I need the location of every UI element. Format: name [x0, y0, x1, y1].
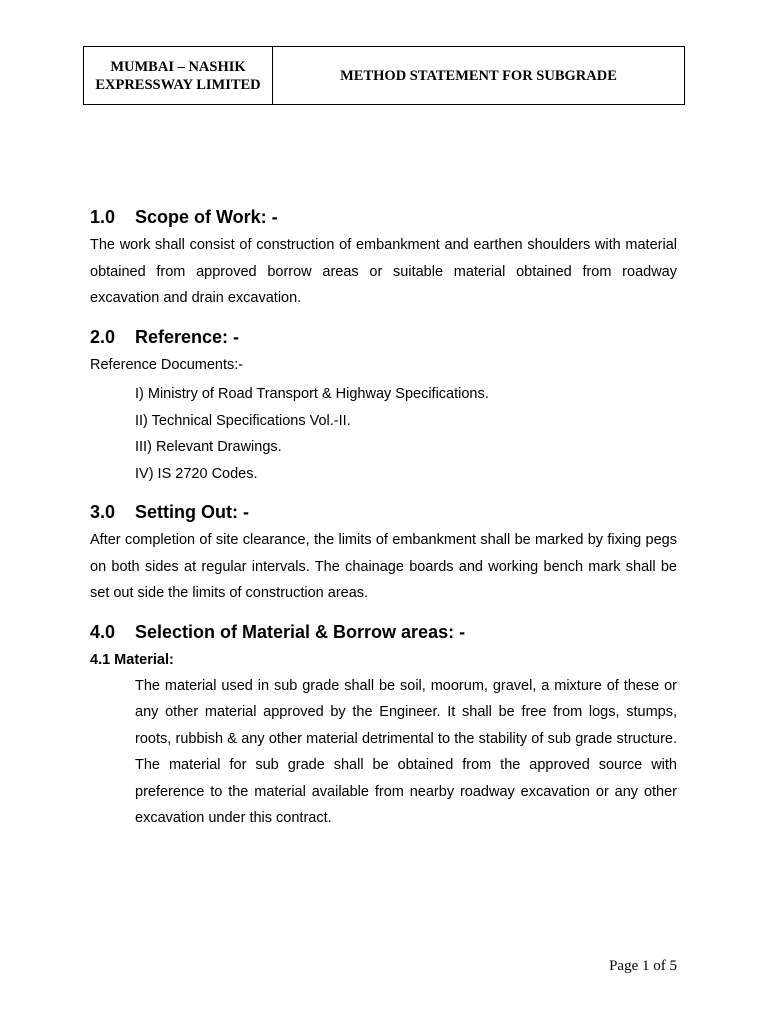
- reference-intro: Reference Documents:-: [90, 356, 244, 373]
- section-title: Setting Out: -: [135, 502, 249, 522]
- section-heading: [90, 322, 677, 352]
- subsection-heading: 4.1 Material:: [90, 651, 174, 668]
- section-number: 1.0: [90, 207, 116, 227]
- company-name-line1: MUMBAI – NASHIK: [110, 58, 246, 75]
- section-paragraph: The work shall consist of construction of embankment and earthen shoulders with material obtained from approved borrow areas or suitable material obtained from roadway excavation and drain excavation.: [90, 237, 677, 306]
- list-item: II) Technical Specifications Vol.-II.: [135, 412, 351, 429]
- section-heading: [90, 617, 677, 647]
- document-title: METHOD STATEMENT FOR SUBGRADE: [340, 67, 617, 84]
- document-title-cell: [273, 47, 685, 105]
- page-number: Page 1 of 5: [609, 958, 677, 974]
- document-header: [83, 46, 685, 105]
- section-title: Selection of Material & Borrow areas: -: [135, 621, 466, 642]
- document-body: [90, 202, 677, 832]
- section-scope-of-work: [90, 202, 677, 312]
- section-number: 3.0: [90, 502, 116, 522]
- company-name-cell: [84, 47, 273, 105]
- list-item: III) Relevant Drawings.: [135, 439, 282, 455]
- list-item: I) Ministry of Road Transport & Highway Specifications.: [135, 386, 489, 402]
- section-heading: [90, 202, 677, 232]
- section-paragraph: After completion of site clearance, the limits of embankment shall be marked by fixing pegs on both sides at regular intervals. The chainage boards and working bench mark shall be set out side the limits of construction areas.: [90, 532, 677, 601]
- section-material-selection: [90, 617, 677, 832]
- section-title: Scope of Work: -: [135, 207, 278, 227]
- section-heading: [90, 497, 677, 527]
- company-name-line2: EXPRESSWAY LIMITED: [95, 76, 261, 93]
- reference-list: [135, 381, 677, 487]
- section-setting-out: [90, 497, 677, 607]
- section-title: Reference: -: [135, 326, 240, 347]
- list-item: IV) IS 2720 Codes.: [135, 465, 258, 482]
- section-number: 4.0: [90, 621, 116, 642]
- section-reference: [90, 322, 677, 488]
- section-number: 2.0: [90, 326, 116, 347]
- subsection-paragraph: The material used in sub grade shall be soil, moorum, gravel, a mixture of these or any other material approved by the Engineer. It shall be free from logs, stumps, roots, rubbish & any other material detrimental to the stability of sub grade structure. The material for sub grade shall be obtained from the approved source with preference to the material available from nearby roadway excavation or any other excavation under this contract.: [135, 677, 677, 826]
